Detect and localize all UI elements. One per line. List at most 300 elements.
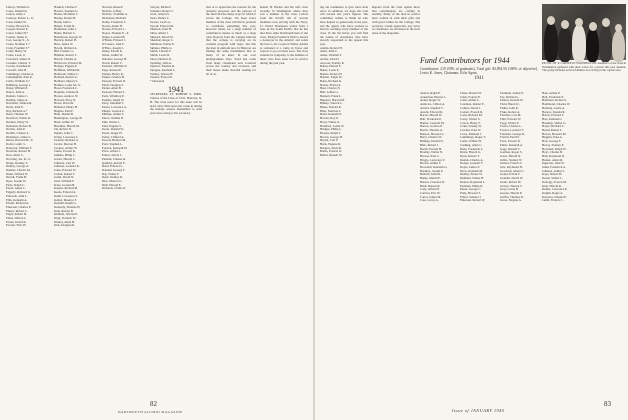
name-entry: Berry, Charles W. (420, 135, 442, 140)
name-entry: Packard, William N. (102, 64, 128, 69)
name-entry: Spalding, John A. (150, 60, 173, 65)
name-entry: French, Paul H. (500, 135, 520, 140)
name-entry: Austin, Edward R. (420, 109, 444, 114)
name-entry: Dean, Robert T. (460, 153, 480, 158)
name-entry: Snow, Herbert D. (150, 56, 172, 61)
name-entry: Patten, Allen B. (102, 86, 122, 91)
name-entry: Hewes, Howard M. (542, 131, 567, 136)
name-entry: Drake, Rodney T. (6, 160, 28, 165)
name-entry: Price, Alfred J. (102, 149, 121, 154)
name-entry: Fowler, Leonard T. (500, 128, 524, 133)
name-entry: Bullard, Allan R. (420, 172, 442, 177)
name-entry: Horton, Andrew W. (54, 93, 79, 98)
name-entry: Bliss, Norman S. (320, 108, 342, 113)
name-entry: Eaton, Alden C. (6, 186, 26, 191)
name-entry: Bacon, Harold W. (420, 113, 443, 118)
name-entry: Carter, James M. (420, 194, 442, 199)
name-entry: Baxter, Ernest A. (320, 82, 342, 87)
name-entry: Corey, Walter S. (460, 116, 481, 121)
name-entry: Bond, Kenneth P. (320, 112, 342, 117)
name-entry: Brownell, Kenneth G. (420, 165, 448, 170)
name-entry: Brewer, Paul C. (420, 153, 440, 158)
fund-subtitle-text: Contributors: 219 (59% of graduates). Total gift: $3,894.50 (100% of objective). Lewis K. Jones, Chairman; Gifts Agent. (420, 67, 538, 76)
name-entry: Coulter, James G. (6, 34, 29, 39)
right-col-names-d (542, 92, 624, 398)
name-entry: Coleman, Robert E. (460, 102, 485, 107)
name-entry: Cushing, Allen C. (460, 142, 483, 147)
name-entry: Kirk, Douglas R. (54, 223, 76, 228)
name-entry: Haskell, Charles F. (54, 5, 78, 9)
name-entry: Darling, James A. (6, 97, 29, 102)
name-entry: Howland, Ralph W. (542, 146, 567, 151)
name-entry: Ennis, Wilson L. (6, 216, 27, 221)
name-entry: Oakes, Leonard B. (102, 34, 126, 39)
name-entry: Arnold, Stephen T. (420, 105, 444, 110)
name-entry: Hunter, Allen M. (542, 157, 564, 162)
name-entry: Palmer, Henry R. (102, 71, 124, 76)
name-entry: Eastman, Philip R. (460, 183, 484, 188)
name-entry: Hoyt, Charles B. (542, 150, 563, 155)
name-entry: Gould, Edwin F. (500, 172, 521, 177)
class-year-heading: 1941 (168, 84, 184, 94)
person-figure (572, 24, 586, 62)
name-entry: Hirsch, Charles A. (54, 56, 77, 61)
name-entry: Elwell, Richard A. (6, 201, 30, 206)
name-entry: Johnson, Leonard R. (54, 164, 80, 169)
name-entry: Crane, Henry W. (6, 49, 27, 54)
name-entry: Cunningham, Paul R. (6, 75, 33, 80)
name-entry: Boyd, Walter A. (320, 119, 340, 124)
name-entry: Fletcher, Carl M. (500, 113, 522, 118)
name-entry: Crane, Norman L.* (6, 42, 31, 47)
name-entry: Herrick, Robert B. (54, 38, 78, 43)
name-entry: Dudley, Ernest W. (460, 172, 483, 177)
name-entry: Bartlett, Edgar W. (320, 75, 343, 80)
name-entry: Bridges, Philip L. (320, 127, 343, 132)
name-entry: Crosby, Jonathan D. (6, 64, 32, 69)
name-entry: Cram, Stanley D. (460, 124, 482, 129)
name-entry: Gardner, Roger S. (500, 150, 523, 155)
name-entry: Kinney, Allen H. (54, 219, 75, 224)
name-entry: Doolittle, Robert H. (6, 149, 31, 154)
name-entry: Hoffman, William R. (54, 67, 81, 72)
name-entry: Holmes, Louis M., Jr. (54, 82, 81, 87)
name-entry: Dana, Frederick L. (460, 146, 484, 151)
name-entry: Peck, Winthrop E. (102, 93, 125, 98)
name-entry: Bailey, Harold F. (320, 64, 342, 69)
name-entry: Cotton, Henry F. (460, 120, 481, 125)
name-entry: Engle, Robert B. (6, 212, 27, 217)
name-entry: Fisher, John R. (500, 105, 519, 110)
name-entry: Joslin, David N. (54, 175, 75, 180)
name-entry: Adams, Robert H. (320, 45, 343, 50)
name-entry: Phelps, Gordon C. (102, 108, 125, 113)
name-entry: Gross, Eugene A. (500, 198, 522, 203)
name-entry: Bishop, Warren C. (320, 101, 343, 106)
name-entry: Hovey, Stanley E. (542, 142, 565, 147)
right-col1-text: ing our teammates to give more than once; in addition, we hope the total will exceed last year's figures. The committee wishes to thank all who have helped so generously in the past, and the agents who have worked so hard in reaching every member of the class. In the list below you will find the names of classmates who have already responded to the appeal this year. (320, 5, 368, 47)
fund-subtitle (420, 67, 538, 83)
name-entry: Higgins, Paul A. (542, 135, 563, 140)
name-entry: Baker, Louis E. (320, 67, 340, 72)
name-entry: Rice, Morton G. (102, 179, 123, 184)
name-entry: Skinner, Philip G. (150, 45, 173, 50)
name-entry: Hunt, Daniel B. (54, 112, 74, 117)
name-entry: Kaplan, Richard H. (54, 186, 79, 191)
name-entry: Eddy, Howard S. (460, 190, 482, 195)
name-entry: Hughes, Paul F. (54, 108, 74, 113)
name-entry: Kennedy, Thomas H. (54, 204, 81, 209)
name-entry: Bell, Arthur G. (320, 90, 339, 95)
name-entry: Powell, Herbert M. (102, 138, 126, 143)
name-entry: Judd, William F. (54, 179, 75, 184)
name-entry: Hazard, Stephen G. (54, 8, 79, 13)
name-entry: Keith, Lawrence S. (54, 193, 78, 198)
name-entry: Colton, Allen J. (6, 12, 26, 17)
name-entry: Hull, Raymond D. (542, 153, 565, 158)
name-entry: Hebert, Frank D. (54, 23, 75, 28)
name-entry: Fogg, Walter P. (500, 120, 519, 125)
name-entry: Hayes, Richard C. (542, 124, 565, 129)
name-entry: Hill, Frederic L. (54, 49, 75, 54)
name-entry: Sprague, Kenneth L. (150, 67, 176, 72)
name-entry: Osborne, George H. (102, 56, 127, 61)
person-figure (612, 30, 625, 62)
name-entry: Duvall, Frank H. (6, 175, 27, 180)
name-entry: Kaye, Robert H. (542, 172, 563, 177)
name-entry: Eaton, George C. (460, 187, 482, 192)
name-entry: Kelley, Maurice F. (54, 197, 77, 202)
name-entry: Graves, Warren T. (500, 183, 523, 188)
name-entry: Kendall, Ralph G. (54, 201, 77, 206)
name-entry: Poole, Donald W. (102, 127, 124, 132)
name-entry: Clark, Francis P. (460, 94, 481, 99)
person-figure (599, 24, 612, 62)
person-face (589, 22, 597, 31)
fund-year: 1941 (474, 75, 484, 81)
name-entry: Reed, Stanley R. (102, 175, 123, 180)
name-entry: Dyer, Joseph W. (6, 179, 27, 184)
name-entry: Emerson, Charles E. (6, 204, 32, 209)
name-entry: Norris, Alden H. (102, 23, 123, 28)
name-entry: Donovan, William F. (6, 145, 32, 150)
name-entry: Foster, Charles L. (500, 124, 523, 129)
name-entry: Keene, Walter L. (542, 176, 563, 181)
right-footer: Issue of JANUARY 1945 (452, 408, 505, 413)
name-entry: Gibbs, Stanley W. (500, 157, 523, 162)
name-entry: Cook, Richard M. (460, 113, 483, 118)
name-entry: Bates, Richard K. (320, 79, 342, 84)
name-entry: Bigelow, Harold M. (320, 97, 345, 102)
name-entry: Dance, John A. (6, 90, 25, 95)
name-entry: Daley, William P. (6, 86, 28, 91)
name-entry: Briggs, Lawrence T. (420, 157, 446, 162)
name-entry: Dearborn, Walter R. (6, 116, 31, 121)
name-entry: Emerson, Robert W. (460, 198, 486, 203)
name-entry: Griffin, Thomas R. (500, 194, 524, 199)
name-entry: Benson, Howard L. (420, 131, 445, 136)
name-entry: Dunbar, Charles M. (6, 167, 31, 172)
name-entry: Bennett, Frank L. (320, 93, 342, 98)
left-page (0, 0, 313, 420)
name-entry: Daniels, James C. (6, 93, 29, 98)
name-entry: Shattuck, Paul H. (150, 27, 172, 32)
name-entry: Holbrook, Walter C. (54, 71, 80, 76)
name-entry: Porter, Roger H. (102, 130, 123, 135)
name-entry: Davis, Harold G. (460, 150, 482, 155)
name-entry: Everett, Wm. H. (6, 223, 27, 228)
name-entry: Gilbert, Francis L. (500, 161, 523, 166)
name-entry: Perkins, Ralph W. (102, 97, 125, 102)
person-face (547, 16, 555, 25)
name-entry: Hale, Arthur P. (542, 91, 561, 95)
name-entry: Dunham, Walter B. (460, 176, 484, 181)
name-entry: Cummings, Charles A. (6, 71, 35, 76)
name-entry: Dudley, George A. (6, 164, 30, 169)
name-entry: Beach, Thomas A. (420, 128, 443, 133)
left-col4-names (150, 6, 202, 80)
name-entry: O'Connor, John F. (102, 42, 125, 47)
name-entry: Patch, Douglas S. (102, 82, 124, 87)
name-entry: Brooks, Ralph T. (320, 130, 342, 135)
name-entry: Conway, Robert L., Jr. (6, 16, 34, 21)
name-entry: Day, Richard A.* (6, 108, 28, 113)
right-col1 (320, 6, 368, 398)
name-entry: Henderson, George W. (54, 34, 83, 39)
name-entry: Fenton, Donald W. (500, 98, 524, 103)
left-col1 (6, 6, 50, 398)
name-entry: Jenks, Frederick A. (542, 165, 566, 170)
name-entry: Cook, Daniel W. (6, 19, 27, 24)
name-entry: Burgess, Allen D. (320, 145, 342, 150)
name-entry: King, Frederic W. (54, 216, 77, 221)
name-entry: Doyle, James E. (460, 165, 481, 170)
right-col1-names (320, 47, 368, 158)
name-entry: O'Hara, Joseph L. (102, 45, 125, 50)
name-entry: Jewett, Harold L. (54, 156, 76, 161)
name-entry: Cooley, Howard G. (6, 23, 31, 28)
name-entry: Putnam, Chester R. (102, 156, 127, 161)
name-entry: Nichols, Jeffrey (102, 8, 122, 13)
name-entry: Nichols, Vladimir A. (102, 12, 128, 17)
left-col6 (260, 6, 308, 398)
name-entry: Case, Leroy A. (420, 198, 439, 203)
left-col4 (150, 6, 202, 398)
name-entry: Knowles, Donald E. (542, 194, 568, 199)
name-entry: Johnson, Arthur S. (542, 168, 566, 173)
name-entry: Devine, John P. (6, 127, 26, 132)
name-entry: Smith, Lewis R. (150, 53, 171, 58)
name-entry: Collins, David J. (460, 105, 481, 110)
name-entry: Sears, Henry T. (150, 16, 170, 21)
left-col3 (102, 6, 146, 398)
name-entry: Burns, Francis X. (320, 149, 342, 154)
name-entry: James, Everett R. (54, 149, 76, 154)
name-entry: Jordan, Robert T. (54, 171, 76, 176)
name-entry: Hubbard, Henry H. (54, 104, 78, 109)
name-entry: Jenkins, Philip C. (54, 153, 76, 158)
name-entry: Preston, Kenneth W. (102, 145, 128, 150)
name-entry: Sawyer, Richard (150, 5, 171, 9)
person-face (602, 18, 610, 27)
name-entry: Curtis, Wilbur H. (460, 139, 482, 144)
name-entry: Dowling, Jas. R., Jr. (6, 156, 31, 161)
name-entry: Parker, Charles H. (102, 75, 125, 80)
name-entry: Pierce, Nathan R. (102, 116, 124, 121)
name-entry: Lamb, Francis C. (542, 198, 564, 203)
name-entry: Heald, Robert L. (542, 128, 563, 133)
name-entry: Olsen, Arthur W. (102, 53, 123, 58)
name-entry: Grant, Robert M. (500, 179, 522, 184)
name-entry: Dennis, Charles A. (460, 157, 484, 162)
name-entry: Archer, Paul D. (320, 56, 340, 61)
name-entry: Ball, Frederick P. (420, 116, 442, 121)
name-entry: Bush, Nelson R. (420, 183, 441, 188)
name-entry: Elliott, Samuel J. (460, 194, 482, 199)
name-entry: Ray, Walter F. (102, 171, 120, 176)
name-entry: Hall, Frederick E. (542, 94, 565, 99)
name-entry: Holt, George F. (542, 139, 562, 144)
name-entry: Chase, Harold W. (460, 91, 482, 95)
person-face (575, 18, 583, 27)
name-entry: Huntington, George B. (54, 116, 83, 121)
name-entry: Jackson, Richard A. (54, 138, 79, 143)
name-entry: Sherman, Roger C. (150, 38, 174, 43)
right-col-names-c (500, 92, 538, 398)
name-entry: Earle, Ralph C. (6, 182, 26, 187)
name-entry: Hopkins, Charles R. (54, 90, 80, 95)
name-entry: Richards, Frank W. (102, 186, 126, 191)
name-entry: Hood, Frederick C. (54, 86, 78, 91)
name-entry: Hazen, Mortimer J. (54, 12, 79, 17)
name-entry: Ellis, Kenneth A. (6, 197, 28, 202)
name-entry: Brown, George H. (320, 134, 343, 139)
name-entry: Hutchins, Harold M. (54, 123, 80, 128)
name-entry: Craig, Franklin T.* (6, 45, 30, 50)
name-entry: Drew, Kenneth M. (460, 168, 483, 173)
name-entry: Kent, Robert B. (54, 208, 74, 213)
name-entry: Heath, John L. (54, 19, 73, 24)
name-entry: Kellogg, Everett M. (542, 179, 567, 184)
left-col6-text: Robert H. Barnes and his wife were recently in Washington where they saw a number of the class. Letters from the Pacific tell of several members now serving with the Navy. Lt. David Thompson writes from a base in the South Pacific that he has met three other Dartmouth men of the class. Ensign Frederick Hall is aboard a destroyer in the Atlantic and sends his best to all. Corporal Walter Adams is stationed at a camp in Texas and expects to go overseas soon. The class extends its sympathy to the families of those who have been lost in service during the past year. (260, 5, 308, 65)
name-entry: Edgerly, Richard G. (6, 190, 31, 195)
name-entry: Evans, David R. (6, 219, 27, 224)
name-entry: Harlow, Donald R. (542, 109, 566, 114)
name-entry: Beal, Charles N. (320, 86, 341, 91)
name-entry: Butler, Russell W. (320, 153, 343, 158)
name-entry: Bryant, Carl F. (320, 138, 339, 143)
name-entry: Barnes, Robert H. (320, 71, 343, 76)
name-entry: Cooper, Robert E. (6, 27, 29, 32)
name-entry: Dean, Thomas W. (6, 112, 29, 117)
name-entry: Flint, Edward W. (500, 116, 522, 121)
name-entry: Ingersoll, John W. (542, 161, 565, 166)
name-entry: Gates, Harold N. (500, 153, 521, 158)
name-entry: Perry, Marshall T. (102, 101, 125, 106)
name-entry: Jacques, Arthur W. (54, 145, 78, 150)
name-entry: Healey, Robert B. (54, 16, 77, 21)
name-entry: Platt, Eugene S. (102, 123, 122, 128)
left-footer: DARTMOUTH ALUMNI MAGAZINE (118, 410, 183, 414)
name-entry: Curtis, William A.* (6, 79, 31, 84)
name-entry: Kimball, Warren E. (54, 212, 79, 217)
name-entry: Ide, Robert N. (54, 127, 72, 132)
name-entry: Dennison, Robert B. (6, 123, 32, 128)
name-entry: Crawford, James O. (6, 56, 31, 61)
name-entry: Hess, James W. (54, 42, 74, 47)
name-entry: Dechert, Harry W. (6, 119, 29, 124)
name-entry: Cross, Edmund J. (460, 131, 482, 136)
name-entry: Creamer, Chester T. (6, 60, 31, 65)
left-col5 (206, 6, 256, 398)
name-entry: Bradley, Walter N. (420, 150, 444, 155)
name-entry: Irving, Lawrence L. (54, 134, 79, 139)
name-entry: Sewall, Edward M. (150, 23, 174, 28)
name-entry: Emery, Robert C. (6, 208, 28, 213)
name-entry: Edwards, John L. (6, 193, 28, 198)
person-figure (544, 22, 558, 62)
name-entry: Andrews, Clifton A. (420, 102, 446, 107)
name-entry: Bradford, Leslie W. (320, 123, 345, 128)
person-face (561, 20, 569, 29)
name-entry: Blair, Robert J. (420, 142, 439, 147)
right-page-number: 83 (604, 400, 611, 408)
name-entry: Noyes, Thomas E., Jr. (102, 30, 130, 35)
name-entry: Fiske, Robert A. (500, 109, 521, 114)
name-entry: Frost, Everett D. (500, 139, 521, 144)
name-entry: Kane, Gordon B. (54, 182, 76, 187)
right-col-names-b (460, 92, 498, 398)
name-entry: Cummings, Roger T. (460, 135, 486, 140)
name-entry: Hammond, Charles W. (542, 102, 571, 107)
name-entry: Farnham, Arthur E. (500, 91, 525, 95)
name-entry: Potter, Clifford A. (102, 134, 125, 139)
name-entry: Alden, Roger W. (420, 98, 441, 103)
name-entry: Burton, Clarence D. (420, 179, 445, 184)
name-entry: Brown, Arthur F. (420, 161, 442, 166)
name-entry: Davis, Paul E. (6, 104, 24, 109)
name-entry: Shepard, David W. (150, 34, 174, 39)
name-entry: Cotter, James H.* (6, 30, 29, 35)
name-entry: Rand, Edward C. (102, 164, 124, 169)
name-entry: Gage, Russell T. (500, 146, 521, 151)
deceased-note: * Deceased (150, 79, 165, 84)
name-entry: Johnson, Carl W. (54, 160, 76, 165)
name-entry: Dow, Allen C. (6, 153, 24, 158)
name-entry: Ackerman, Burton L. (420, 94, 447, 99)
right-col2-text: Reports from the class agents show that contributions are coming in steadily. Many of the men in service have written in with their gifts and with good wishes for the College. The secretary would appreciate any news of classmates for inclusion in the next issue of the magazine. (372, 5, 420, 35)
left-col2 (54, 6, 98, 398)
name-entry: Pike, Walter J. (102, 119, 120, 124)
name-entry: Chorey, William G. (6, 5, 31, 9)
name-entry: Keefe, Edward A. (54, 190, 77, 195)
name-entry: Kent, Harold R. (542, 183, 562, 188)
name-entry: Cox, George S., Jr. (6, 38, 30, 43)
name-entry: Heinz, Herbert C. (54, 30, 76, 35)
name-entry: Buckley, Joseph P. (420, 168, 444, 173)
name-entry: Quimby, Arnold E. (102, 160, 126, 165)
name-entry: Howe, David R. (54, 101, 75, 106)
name-entry: Dickinson, James C. (6, 134, 32, 139)
name-entry: Dodge, Leonard F. (460, 161, 484, 166)
name-entry: Ingalls, John C. (54, 130, 74, 135)
name-entry: Stanley, Warren B. (150, 71, 174, 76)
name-entry: Shaw, Albert J. (150, 30, 169, 35)
name-entry: Olney, Edwin R. (102, 49, 123, 54)
name-entry: Hitchcock, Edward M. (54, 60, 83, 65)
name-entry: Hurd, Arthur W. (54, 119, 75, 124)
name-entry: Dunn, Wilford W. (6, 171, 29, 176)
